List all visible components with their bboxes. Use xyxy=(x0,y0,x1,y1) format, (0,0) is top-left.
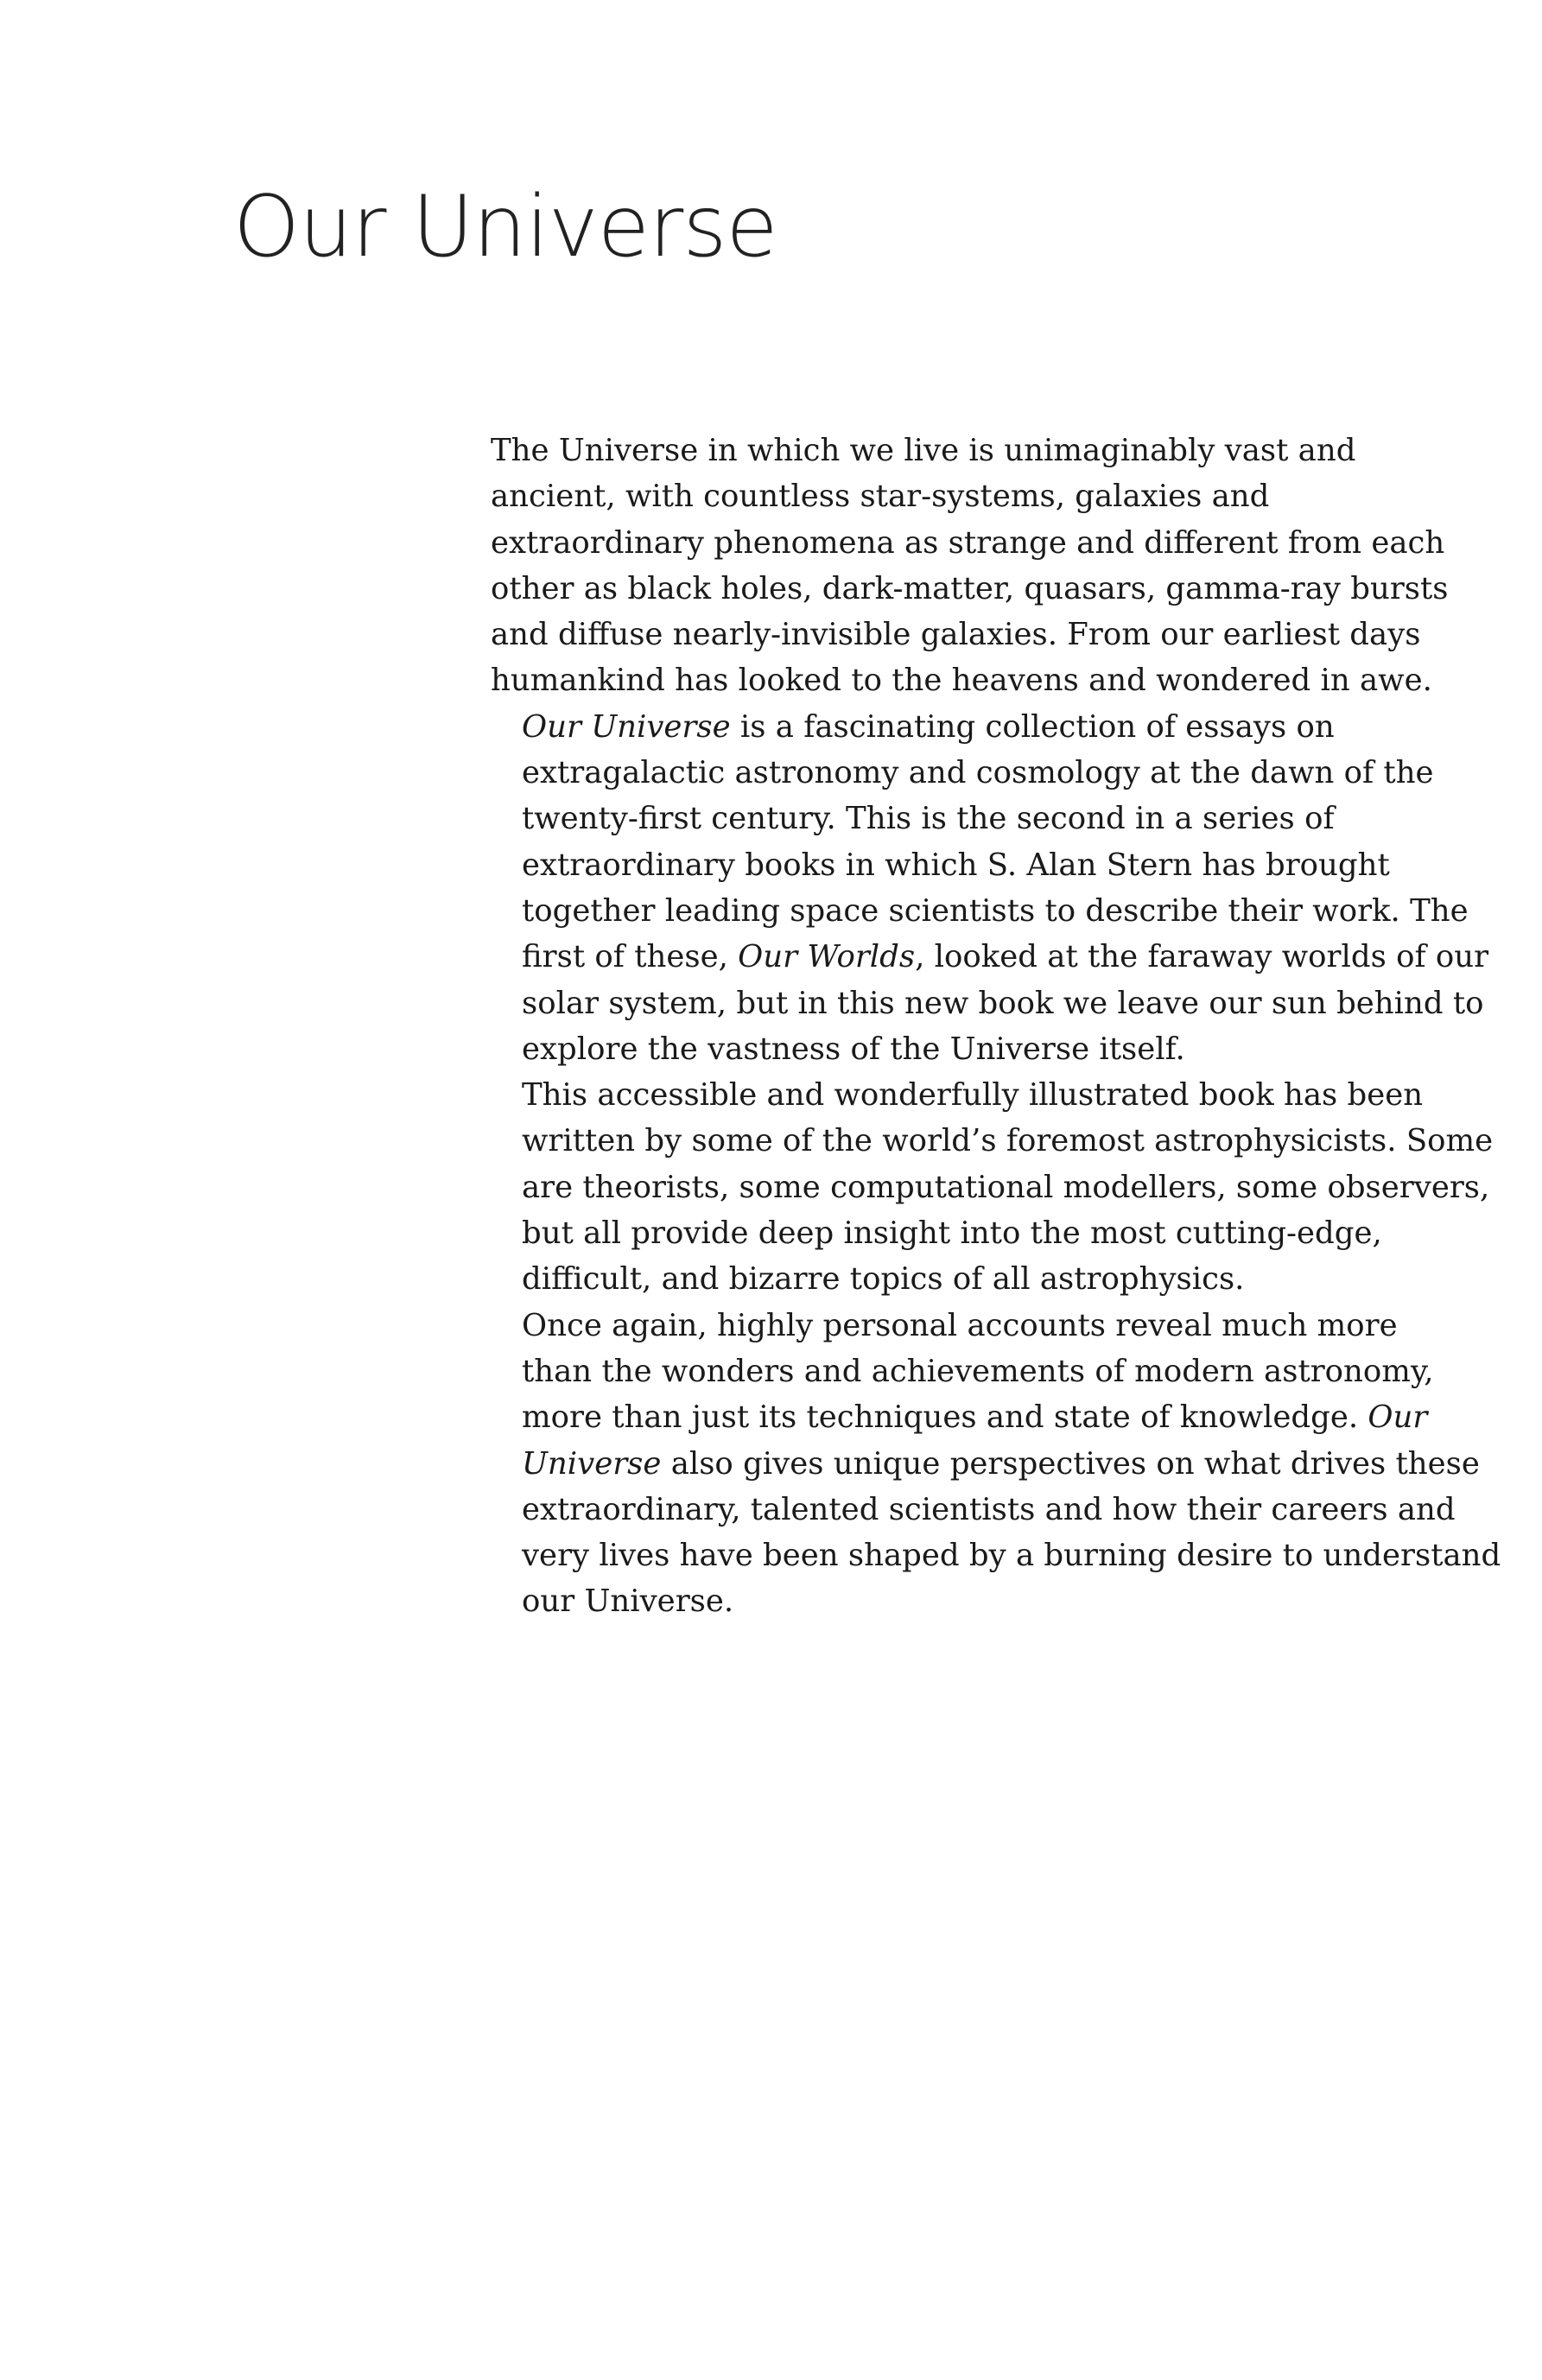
text-line: extraordinary books in which S. Alan Stern has brought xyxy=(522,847,1390,883)
text-line: extraordinary, talented scientists and how their careers and xyxy=(522,1491,1456,1527)
text-line: solar system, but in this new book we leave our sun behind to xyxy=(522,985,1484,1021)
book-title-italic: Our Universe xyxy=(522,708,731,745)
text-line: Universe also gives unique perspectives on what drives these xyxy=(522,1445,1480,1482)
text-line: Our Universe is a fascinating collection of essays on xyxy=(522,708,1335,745)
text-line: are theorists, some computational modellers, some observers, xyxy=(522,1169,1490,1205)
book-title-italic: Universe xyxy=(522,1445,662,1482)
text-line: other as black holes, dark-matter, quasars, gamma-ray bursts xyxy=(491,570,1449,606)
text-line: very lives have been shaped by a burning desire to understand xyxy=(522,1538,1501,1574)
text-line: difficult, and bizarre topics of all astrophysics. xyxy=(522,1261,1245,1298)
text-line: together leading space scientists to describe their work. The xyxy=(522,892,1469,929)
text-line: The Universe in which we live is unimaginably vast and xyxy=(491,433,1356,468)
text-line: written by some of the world’s foremost astrophysicists. Some xyxy=(522,1123,1494,1159)
paragraph-2 xyxy=(491,704,1489,1072)
text-line: explore the vastness of the Universe itself. xyxy=(522,1031,1185,1067)
text-line: extragalactic astronomy and cosmology at the dawn of the xyxy=(522,755,1434,791)
paragraph-3 xyxy=(491,1072,1494,1302)
text-line: extraordinary phenomena as strange and different from each xyxy=(491,524,1445,561)
paragraph-4 xyxy=(491,1303,1501,1625)
text-line: and diffuse nearly-invisible galaxies. From our earliest days xyxy=(491,617,1421,653)
text-line: twenty-first century. This is the second in a series of xyxy=(522,801,1335,837)
book-title-italic: Our Worlds xyxy=(738,939,916,975)
page-title: Our Universe xyxy=(233,178,777,276)
text-line: Once again, highly personal accounts reveal much more xyxy=(522,1307,1398,1343)
book-title-italic: Our xyxy=(1367,1399,1428,1436)
text-line: humankind has looked to the heavens and wondered in awe. xyxy=(491,663,1432,699)
text-line: ancient, with countless star-systems, galaxies and xyxy=(491,479,1270,515)
body-text xyxy=(491,428,1501,1625)
text-line: but all provide deep insight into the most cutting-edge, xyxy=(522,1215,1382,1252)
paragraph-1 xyxy=(491,428,1450,704)
text-line: This accessible and wonderfully illustrated book has been xyxy=(522,1077,1424,1114)
text-line: our Universe. xyxy=(522,1583,734,1620)
text-line: than the wonders and achievements of modern astronomy, xyxy=(522,1353,1434,1389)
text-line: more than just its techniques and state of knowledge. Our xyxy=(522,1399,1428,1436)
text-line: first of these, Our Worlds, looked at the faraway worlds of our xyxy=(522,939,1489,975)
